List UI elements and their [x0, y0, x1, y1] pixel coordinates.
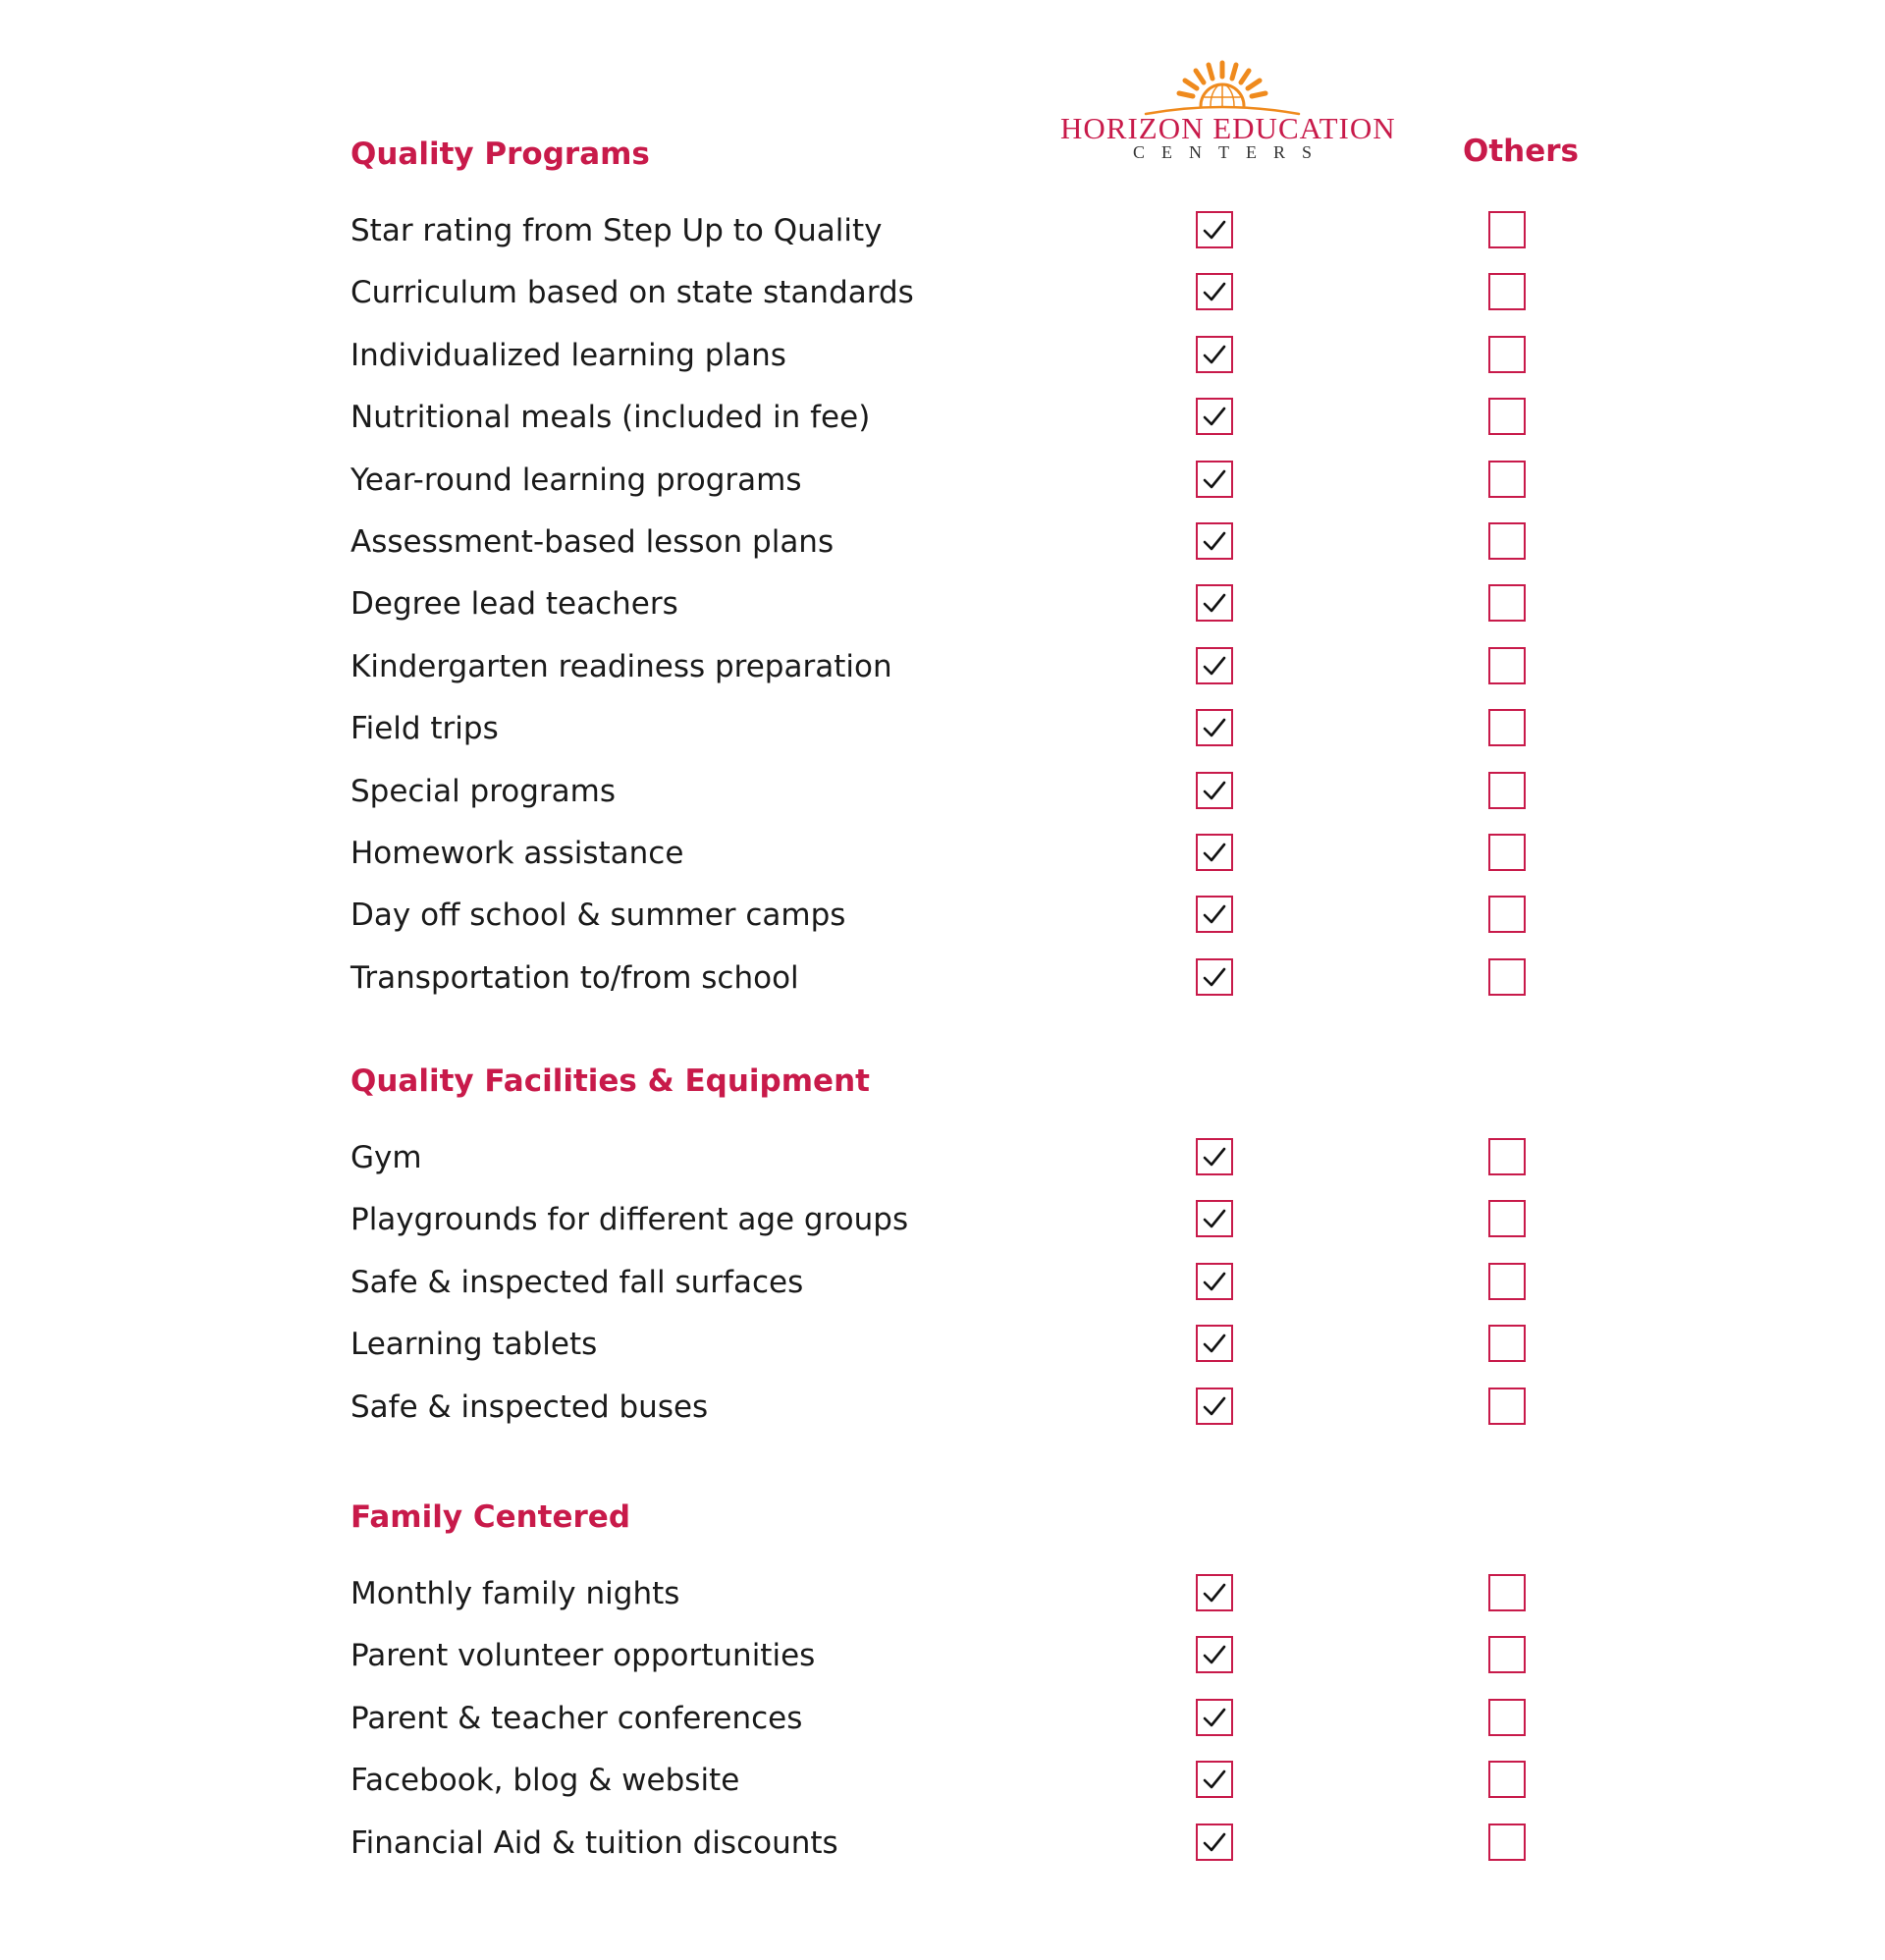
horizon-checkbox[interactable] — [1196, 1699, 1233, 1736]
comparison-row — [350, 953, 1627, 1015]
comparison-row — [350, 642, 1627, 704]
row-label: Nutritional meals (included in fee) — [350, 400, 871, 436]
row-label: Parent volunteer opportunities — [350, 1638, 816, 1674]
others-checkbox[interactable] — [1488, 1824, 1526, 1861]
horizon-checkbox[interactable] — [1196, 958, 1233, 996]
row-label: Year-round learning programs — [350, 462, 802, 498]
horizon-checkbox[interactable] — [1196, 647, 1233, 684]
comparison-row — [350, 268, 1627, 330]
comparison-row — [350, 206, 1627, 268]
others-checkbox[interactable] — [1488, 647, 1526, 684]
section-title: Quality Facilities & Equipment — [350, 1063, 870, 1099]
section-3 — [350, 1493, 1627, 1880]
row-label: Day off school & summer camps — [350, 898, 846, 934]
checkmark-icon — [1201, 963, 1228, 991]
checkmark-icon — [1201, 527, 1228, 555]
row-label: Gym — [350, 1140, 422, 1175]
checkmark-icon — [1201, 589, 1228, 617]
comparison-row — [350, 1819, 1627, 1880]
comparison-row — [350, 829, 1627, 891]
horizon-checkbox[interactable] — [1196, 398, 1233, 435]
others-checkbox[interactable] — [1488, 461, 1526, 498]
comparison-row — [350, 1756, 1627, 1818]
comparison-row — [350, 1320, 1627, 1382]
others-checkbox[interactable] — [1488, 336, 1526, 373]
checkmark-icon — [1201, 777, 1228, 804]
row-label: Curriculum based on state standards — [350, 275, 914, 311]
row-label: Safe & inspected buses — [350, 1388, 709, 1425]
horizon-checkbox[interactable] — [1196, 461, 1233, 498]
comparison-row — [350, 767, 1627, 829]
others-checkbox[interactable] — [1488, 211, 1526, 248]
checkmark-icon — [1201, 900, 1228, 928]
horizon-checkbox[interactable] — [1196, 1388, 1233, 1425]
horizon-checkbox[interactable] — [1196, 709, 1233, 746]
horizon-checkbox[interactable] — [1196, 336, 1233, 373]
row-label: Star rating from Step Up to Quality — [350, 213, 883, 248]
checkmark-icon — [1201, 1392, 1228, 1420]
others-checkbox[interactable] — [1488, 1574, 1526, 1611]
section-title: Family Centered — [350, 1499, 631, 1535]
checkmark-icon — [1201, 1143, 1228, 1171]
others-checkbox[interactable] — [1488, 896, 1526, 933]
horizon-checkbox[interactable] — [1196, 1574, 1233, 1611]
others-checkbox[interactable] — [1488, 834, 1526, 871]
comparison-row — [350, 456, 1627, 517]
others-checkbox[interactable] — [1488, 1138, 1526, 1175]
row-label: Individualized learning plans — [350, 337, 786, 373]
horizon-checkbox[interactable] — [1196, 1636, 1233, 1673]
checkmark-icon — [1201, 1828, 1228, 1856]
others-checkbox[interactable] — [1488, 1200, 1526, 1237]
others-checkbox[interactable] — [1488, 398, 1526, 435]
others-checkbox[interactable] — [1488, 1263, 1526, 1300]
comparison-row — [350, 1569, 1627, 1631]
checkmark-icon — [1201, 403, 1228, 430]
checkmark-icon — [1201, 1704, 1228, 1731]
checkmark-icon — [1201, 1205, 1228, 1232]
checkmark-icon — [1201, 839, 1228, 866]
horizon-checkbox[interactable] — [1196, 1263, 1233, 1300]
comparison-row — [350, 331, 1627, 393]
checkmark-icon — [1201, 216, 1228, 244]
horizon-checkbox[interactable] — [1196, 1325, 1233, 1362]
checkmark-icon — [1201, 652, 1228, 680]
others-checkbox[interactable] — [1488, 772, 1526, 809]
row-label: Learning tablets — [350, 1327, 598, 1363]
column-header-others: Others — [1463, 134, 1580, 169]
row-label: Playgrounds for different age groups — [350, 1202, 909, 1238]
others-checkbox[interactable] — [1488, 522, 1526, 560]
horizon-checkbox[interactable] — [1196, 211, 1233, 248]
horizon-checkbox[interactable] — [1196, 1824, 1233, 1861]
checkmark-icon — [1201, 278, 1228, 305]
others-checkbox[interactable] — [1488, 1325, 1526, 1362]
comparison-row — [350, 1631, 1627, 1693]
comparison-row — [350, 1383, 1627, 1444]
sun-globe-icon — [1144, 57, 1301, 118]
row-label: Monthly family nights — [350, 1576, 680, 1611]
row-label: Facebook, blog & website — [350, 1763, 740, 1799]
row-label: Assessment-based lesson plans — [350, 523, 835, 560]
checkmark-icon — [1201, 341, 1228, 368]
horizon-checkbox[interactable] — [1196, 772, 1233, 809]
checkmark-icon — [1201, 714, 1228, 741]
comparison-row — [350, 704, 1627, 766]
checkmark-icon — [1201, 1579, 1228, 1606]
comparison-row — [350, 579, 1627, 641]
comparison-row — [350, 1195, 1627, 1257]
section-1 — [350, 130, 1627, 1015]
others-checkbox[interactable] — [1488, 1636, 1526, 1673]
horizon-checkbox[interactable] — [1196, 896, 1233, 933]
comparison-row — [350, 393, 1627, 455]
logo-wordmark: HORIZON EDUCATION — [1060, 111, 1396, 145]
row-label: Transportation to/from school — [350, 959, 799, 996]
section-2 — [350, 1057, 1627, 1444]
horizon-checkbox[interactable] — [1196, 1200, 1233, 1237]
others-checkbox[interactable] — [1488, 709, 1526, 746]
section-title: Quality Programs — [350, 136, 650, 172]
row-label: Parent & teacher conferences — [350, 1700, 803, 1736]
others-checkbox[interactable] — [1488, 1388, 1526, 1425]
checkmark-icon — [1201, 1268, 1228, 1295]
comparison-row — [350, 1258, 1627, 1320]
row-label: Safe & inspected fall surfaces — [350, 1264, 804, 1300]
horizon-checkbox[interactable] — [1196, 834, 1233, 871]
logo-subtitle: CENTERS — [1132, 142, 1328, 162]
horizon-checkbox[interactable] — [1196, 1138, 1233, 1175]
row-label: Kindergarten readiness preparation — [350, 648, 892, 684]
row-label: Special programs — [350, 773, 617, 809]
row-label: Degree lead teachers — [350, 586, 678, 623]
row-label: Homework assistance — [350, 835, 684, 871]
horizon-checkbox[interactable] — [1196, 522, 1233, 560]
comparison-row — [350, 1133, 1627, 1195]
row-label: Financial Aid & tuition discounts — [350, 1824, 838, 1861]
horizon-checkbox[interactable] — [1196, 1761, 1233, 1798]
others-checkbox[interactable] — [1488, 1761, 1526, 1798]
comparison-row — [350, 517, 1627, 579]
others-checkbox[interactable] — [1488, 958, 1526, 996]
others-checkbox[interactable] — [1488, 584, 1526, 622]
others-checkbox[interactable] — [1488, 273, 1526, 310]
checkmark-icon — [1201, 465, 1228, 493]
comparison-row — [350, 891, 1627, 953]
comparison-row — [350, 1694, 1627, 1756]
checkmark-icon — [1201, 1330, 1228, 1357]
row-label: Field trips — [350, 711, 499, 747]
others-checkbox[interactable] — [1488, 1699, 1526, 1736]
checkmark-icon — [1201, 1641, 1228, 1668]
checkmark-icon — [1201, 1766, 1228, 1793]
horizon-checkbox[interactable] — [1196, 584, 1233, 622]
horizon-checkbox[interactable] — [1196, 273, 1233, 310]
